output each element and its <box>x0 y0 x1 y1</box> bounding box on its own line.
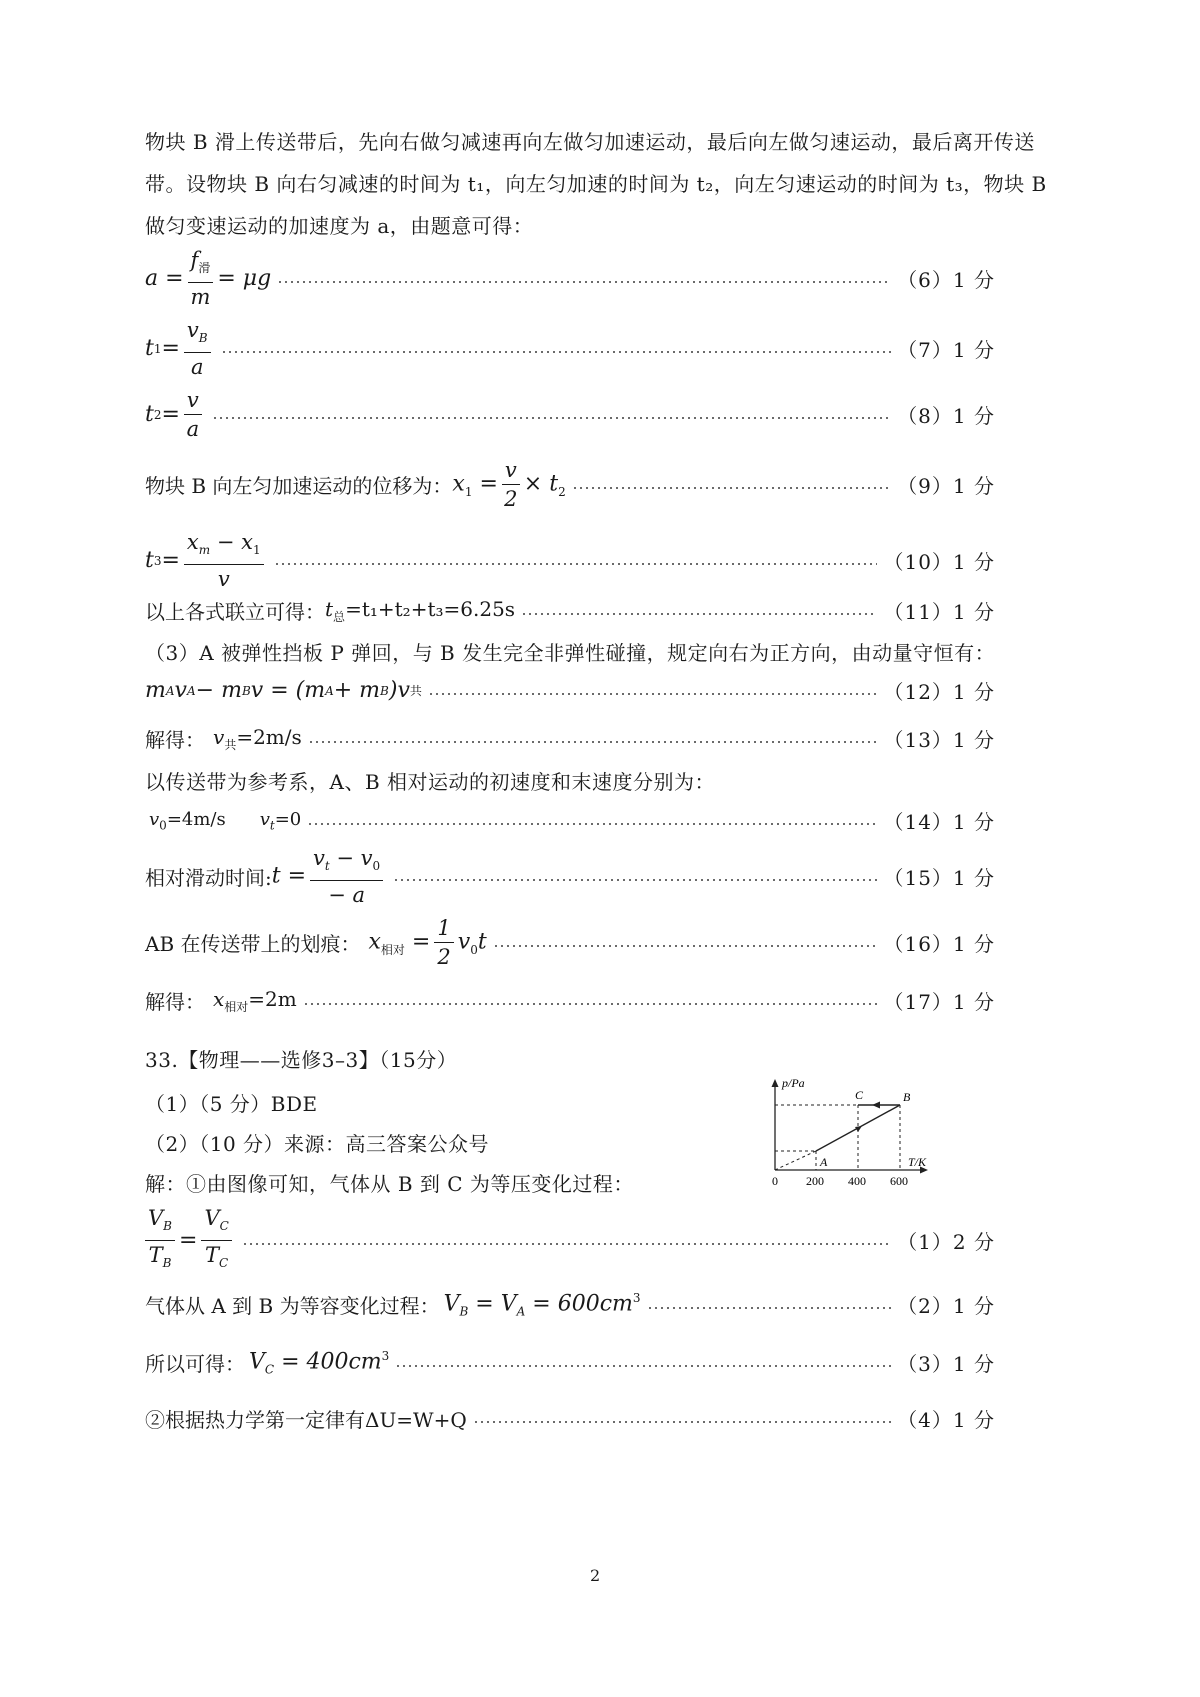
equation-11 <box>145 596 995 625</box>
equation-7-score: （7）1 分 <box>897 338 995 363</box>
solution-equation-1 <box>145 1206 995 1275</box>
equation-11-label: 以上各式联立可得： <box>145 600 325 624</box>
solution-equation-3-label: 所以可得： <box>145 1352 245 1376</box>
equation-7-formula: t 1 = $\frac{v_B}{a}$ <box>145 318 215 379</box>
equation-16 <box>145 916 995 969</box>
leader-dots <box>572 475 891 495</box>
equation-8 <box>145 388 995 441</box>
equation-9-label: 物块 B 向左匀加速运动的位移为： <box>145 474 453 498</box>
question-33-part-1: （1）（5 分）BDE <box>145 1092 318 1116</box>
equation-17-label: 解得： <box>145 990 205 1014</box>
y-axis-label: p/Pa <box>782 1076 805 1090</box>
leader-dots <box>521 601 877 621</box>
equation-10 <box>145 530 995 591</box>
solution-equation-3-lead <box>145 1348 389 1377</box>
equation-12-formula: m A v A − m B v = (m A + m B )v 共 <box>145 678 422 703</box>
intro-line-1: 物块 B 滑上传送带后，先向右做匀减速再向左做匀加速运动，最后向左做匀速运动，最后离开传送 <box>145 130 1035 154</box>
solution-equation-3 <box>145 1348 995 1377</box>
leader-dots <box>221 339 892 359</box>
equation-14-lead <box>145 809 301 833</box>
equation-11-formula: $t_总=t_1+t_2+t_3=6.25s$ <box>325 596 516 624</box>
equation-15-formula: t = $\frac{v_t - v_0}{- a}$ <box>272 846 387 907</box>
equation-8-score: （8）1 分 <box>897 404 995 428</box>
equation-6-formula: a = $\frac{f_滑}{m}$ = μg <box>145 248 272 310</box>
leader-dots <box>307 811 877 831</box>
solution-equation-4-score: （4）1 分 <box>897 1408 995 1432</box>
equation-17-score: （17）1 分 <box>883 990 995 1014</box>
equation-16-score: （16）1 分 <box>883 932 995 956</box>
equation-16-formula: $x_{相对}$ = $\frac{1}{2}$ $v_0t$ <box>368 916 487 969</box>
solution-equation-2 <box>145 1290 995 1319</box>
leader-dots <box>277 269 891 289</box>
leader-dots <box>473 1409 891 1429</box>
equation-11-lead <box>145 596 515 625</box>
leader-dots <box>308 729 878 749</box>
equation-17 <box>145 986 995 1015</box>
equation-9 <box>145 458 995 511</box>
equation-17-lead <box>145 986 297 1015</box>
point-A-label: A <box>820 1155 828 1169</box>
leader-dots <box>393 867 877 887</box>
leader-dots <box>274 551 878 571</box>
equation-12-score: （12）1 分 <box>883 680 995 704</box>
arrow-B-to-C <box>872 1102 880 1109</box>
x-tick-200: 200 <box>806 1174 824 1188</box>
equation-16-label: AB 在传送带上的划痕： <box>145 932 361 956</box>
equation-13-label: 解得： <box>145 728 205 752</box>
leader-dots <box>242 1231 891 1251</box>
intro-line-2: 带。设物块 B 向右匀减速的时间为 t₁，向左匀加速的时间为 t₂，向左匀速运动的时间为 t₃，物块 B <box>145 172 1047 196</box>
solution-equation-3-score: （3）1 分 <box>897 1352 995 1376</box>
solution-equation-2-lead <box>145 1290 641 1319</box>
leader-dots <box>493 933 878 953</box>
solution-equation-2-score: （2）1 分 <box>897 1294 995 1318</box>
equation-14 <box>145 806 995 835</box>
leader-dots <box>647 1295 892 1315</box>
equation-10-score: （10）1 分 <box>883 550 995 575</box>
equation-9-score: （9）1 分 <box>897 474 995 498</box>
equation-16-lead <box>145 916 487 969</box>
part-3-text: （3）A 被弹性挡板 P 弹回，与 B 发生完全非弹性碰撞，规定向右为正方向，由动量守恒有： <box>145 641 996 665</box>
solution-equation-1-formula: $\frac{V_B}{T_B}$ = $\frac{V_C}{T_C}$ <box>145 1206 236 1275</box>
equation-10-formula: t 3 = $\frac{x_m - x_1}{v}$ <box>145 530 268 591</box>
equation-13 <box>145 724 995 753</box>
equation-9-formula: $x_1$ = $\frac{v}{2}$ × $t_2$ <box>452 458 566 511</box>
equation-6-score: （6）1 分 <box>897 268 995 293</box>
x-axis-label: T/K <box>908 1155 927 1169</box>
equation-15-score: （15）1 分 <box>883 866 995 891</box>
question-33-title: 33.【物理——选修3–3】（15分） <box>145 1048 458 1072</box>
solution-equation-4 <box>145 1404 995 1433</box>
solution-equation-3-formula: $V_C = 400cm^3$ <box>249 1348 390 1377</box>
equation-17-formula: $x_{相对}=2m$ <box>213 986 297 1014</box>
equation-13-formula: $v_共=2m/s$ <box>213 724 302 752</box>
extension-line <box>775 1151 816 1170</box>
page-number: 2 <box>590 1566 601 1585</box>
equation-14-vt: $v_t=0$ <box>259 808 302 833</box>
y-axis-arrow <box>772 1079 779 1087</box>
leader-dots <box>212 405 891 425</box>
equation-7 <box>145 318 995 379</box>
leader-dots <box>428 681 878 701</box>
solution-equation-2-label: 气体从 A 到 B 为等容变化过程： <box>145 1294 440 1318</box>
equation-14-score: （14）1 分 <box>883 810 995 834</box>
leader-dots <box>303 991 878 1011</box>
equation-14-v0: $v_0=4m/s$ <box>149 808 226 833</box>
intro-paragraph <box>145 123 1065 245</box>
leader-dots <box>395 1353 891 1373</box>
intro-line-3: 做匀变速运动的加速度为 a，由题意可得： <box>145 214 534 238</box>
solution-equation-2-formula: $V_B = V_A = 600cm^3$ <box>443 1290 641 1319</box>
equation-15-lead <box>145 846 387 907</box>
point-C-label: C <box>855 1088 864 1102</box>
equation-15-label: 相对滑动时间: <box>145 866 272 891</box>
solution-equation-1-score: （1）2 分 <box>897 1230 995 1255</box>
question-33-part-2: （2）（10 分）来源：高三答案公众号 <box>145 1132 490 1156</box>
question-33-solution: 解：①由图像可知，气体从 B 到 C 为等压变化过程： <box>145 1172 634 1196</box>
x-tick-600: 600 <box>890 1174 908 1188</box>
equation-15 <box>145 846 995 907</box>
equation-12 <box>145 676 995 705</box>
equation-9-lead <box>145 458 566 511</box>
equation-6 <box>145 248 995 309</box>
point-B-label: B <box>903 1090 911 1104</box>
x-tick-0: 0 <box>772 1174 778 1188</box>
reference-frame-text: 以传送带为参考系，A、B 相对运动的初速度和末速度分别为： <box>145 770 715 794</box>
pressure-temperature-graph <box>760 1070 940 1190</box>
equation-13-lead <box>145 724 302 753</box>
equation-8-formula: t 2 = $\frac{v}{a}$ <box>145 388 206 441</box>
x-tick-400: 400 <box>848 1174 866 1188</box>
equation-11-score: （11）1 分 <box>883 600 995 624</box>
solution-equation-4-label: ②根据热力学第一定律有ΔU=W+Q <box>145 1408 467 1432</box>
equation-13-score: （13）1 分 <box>883 728 995 752</box>
